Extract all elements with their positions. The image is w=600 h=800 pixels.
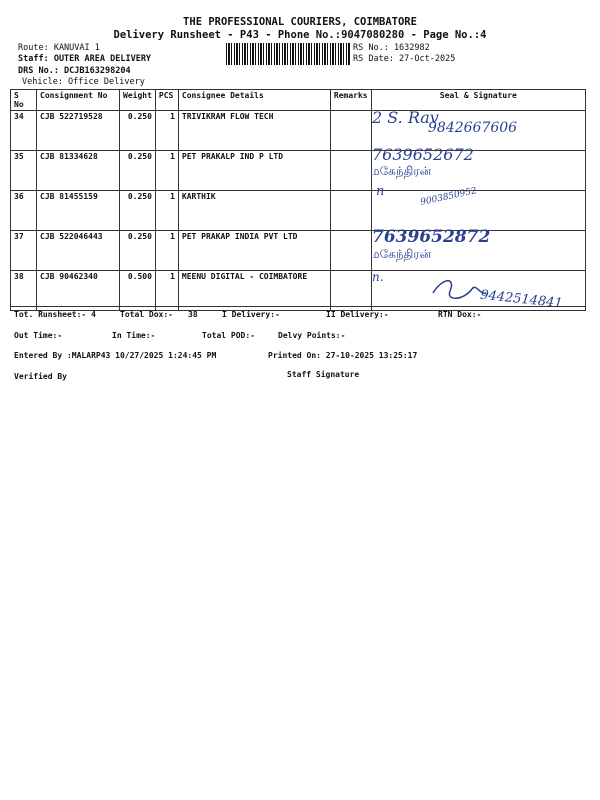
table-row [11, 191, 586, 231]
row-pcs: 1 [155, 231, 178, 271]
row-remarks [330, 111, 371, 151]
divider [10, 306, 586, 307]
row-sno: 35 [11, 151, 37, 191]
company-title: THE PROFESSIONAL COURIERS, COIMBATORE [183, 16, 417, 28]
row-weight: 0.250 [120, 231, 156, 271]
delvy-points: Delvy Points:- [278, 331, 346, 340]
signature-38: n. [372, 270, 384, 284]
col-header-weight: Weight [120, 90, 156, 111]
row-sno: 36 [11, 191, 37, 231]
total-dox-label: Total Dox:- [120, 310, 173, 319]
barcode [226, 43, 350, 65]
row-consignment: CJB 522046443 [37, 231, 120, 271]
tot-runsheet: Tot. Runsheet:- 4 [14, 310, 96, 319]
col-header-consignee: Consignee Details [178, 90, 330, 111]
col-header-sno: S No [11, 90, 37, 111]
row-remarks [330, 231, 371, 271]
name-35: மகேந்திரன் [370, 164, 432, 178]
route-label: Route: KANUVAI 1 [18, 43, 100, 53]
verified-by: Verified By [14, 372, 67, 381]
row-weight: 0.250 [120, 191, 156, 231]
row-sno: 38 [11, 271, 37, 311]
signature-scribble-38 [428, 275, 488, 305]
i-delivery: I Delivery:- [222, 310, 280, 319]
row-consignment: CJB 522719528 [37, 111, 120, 151]
entered-by: Entered By :MALARP43 10/27/2025 1:24:45 PM [14, 351, 217, 360]
signature-36: n [376, 184, 385, 199]
ii-delivery: II Delivery:- [326, 310, 389, 319]
row-pcs: 1 [155, 111, 178, 151]
row-consignee: PET PRAKALP IND P LTD [178, 151, 330, 191]
name-37: மகேந்திரன் [370, 247, 432, 261]
signature-34: 2 S. Rav [372, 108, 439, 127]
row-pcs: 1 [155, 151, 178, 191]
phone-36: 9003850952 [419, 186, 478, 208]
col-header-consignment: Consignment No [37, 90, 120, 111]
printed-on: Printed On: 27-10-2025 13:25:17 [268, 351, 418, 360]
row-consignee: TRIVIKRAM FLOW TECH [178, 111, 330, 151]
total-pod: Total POD:- [202, 331, 255, 340]
staff-signature: Staff Signature [287, 370, 360, 379]
row-consignment: CJB 90462340 [37, 271, 120, 311]
runsheet-title: Delivery Runsheet - P43 - Phone No.:9047080280 - Page No.:4 [113, 29, 487, 41]
rs-number: RS No.: 1632982 [353, 43, 430, 53]
staff-label: Staff: OUTER AREA DELIVERY [18, 54, 152, 64]
row-consignee: KARTHIK [178, 191, 330, 231]
table-row [11, 231, 586, 271]
row-consignee: PET PRAKAP INDIA PVT LTD [178, 231, 330, 271]
in-time: In Time:- [112, 331, 156, 340]
total-dox-value: 38 [188, 310, 198, 319]
row-signature [371, 191, 585, 231]
row-remarks [330, 191, 371, 231]
row-consignee: MEENU DIGITAL - COIMBATORE [178, 271, 330, 311]
drs-number: DRS No.: DCJB163298204 [18, 66, 131, 76]
phone-34: 9842667606 [428, 120, 518, 136]
row-weight: 0.250 [120, 151, 156, 191]
rtn-dox: RTN Dox:- [438, 310, 482, 319]
out-time: Out Time:- [14, 331, 63, 340]
col-header-remarks: Remarks [330, 90, 371, 111]
vehicle-label: Vehicle: Office Delivery [22, 77, 145, 87]
phone-38: 9442514841 [479, 287, 564, 312]
table-row [11, 151, 586, 191]
row-consignment: CJB 81455159 [37, 191, 120, 231]
phone-35: 7639652672 [372, 145, 474, 164]
row-sno: 34 [11, 111, 37, 151]
col-header-pcs: PCS [155, 90, 178, 111]
table-header-row [11, 90, 586, 111]
row-remarks [330, 271, 371, 311]
rs-date: RS Date: 27-Oct-2025 [353, 54, 456, 64]
phone-37: 7639652872 [372, 227, 491, 247]
row-remarks [330, 151, 371, 191]
row-weight: 0.250 [120, 111, 156, 151]
row-pcs: 1 [155, 271, 178, 311]
row-sno: 37 [11, 231, 37, 271]
row-weight: 0.500 [120, 271, 156, 311]
col-header-signature: Seal & Signature [371, 90, 585, 111]
row-consignment: CJB 81334628 [37, 151, 120, 191]
row-pcs: 1 [155, 191, 178, 231]
